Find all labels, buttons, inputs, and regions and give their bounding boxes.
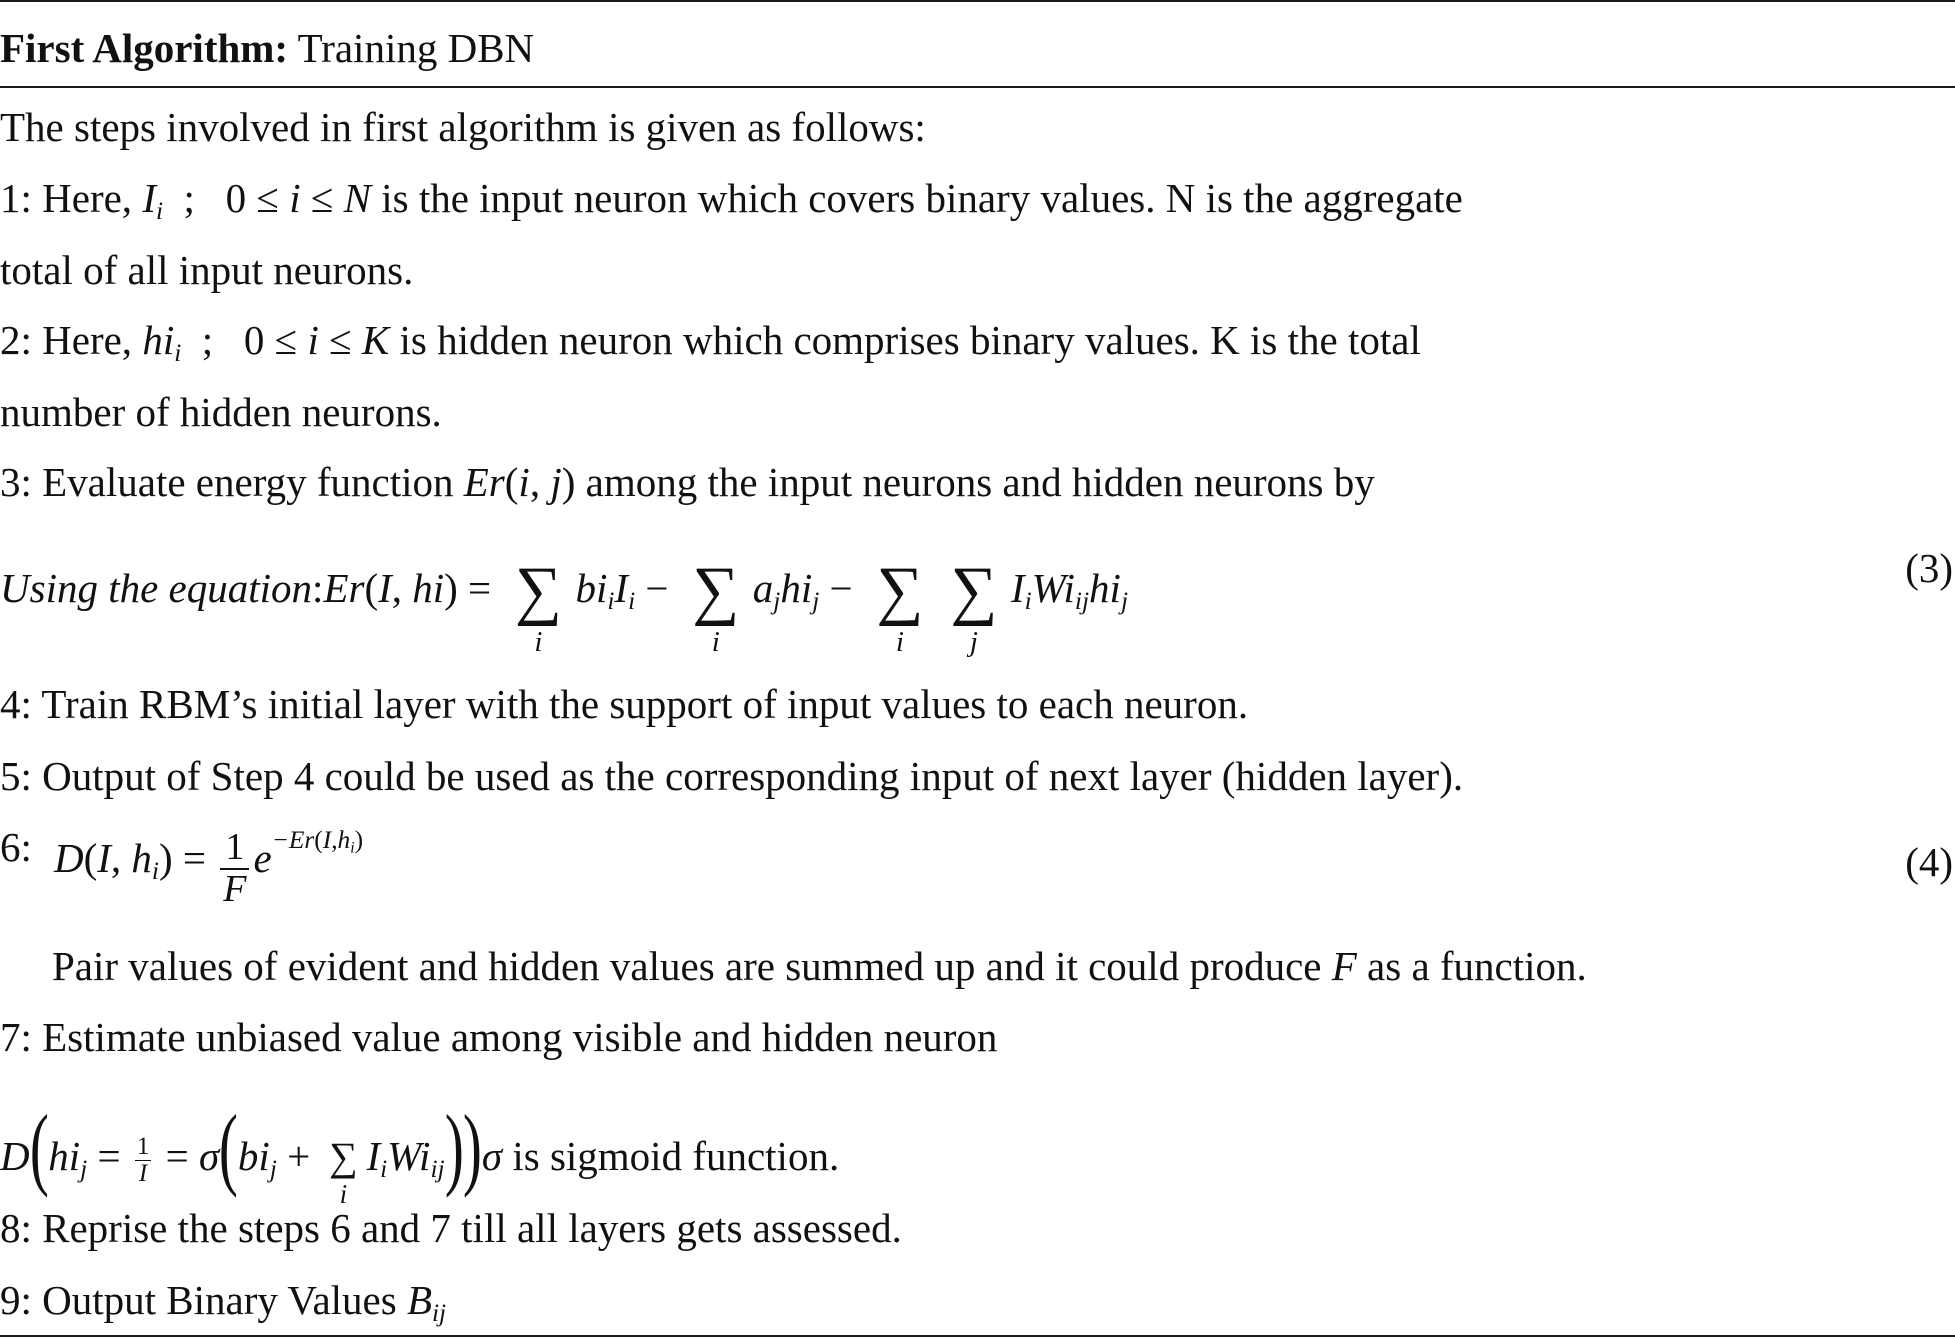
equation-3-number: (3) [1905, 545, 1953, 591]
intro-text: The steps involved in first algorithm is given as follows: [0, 104, 926, 150]
step-7: 7: Estimate unbiased value among visible and hidden neuron [0, 1014, 998, 1060]
sum-symbol: ∑ j [950, 554, 998, 658]
step-2 [0, 317, 1421, 368]
step-2-prefix: 2: Here, [0, 317, 143, 363]
step-6-note [52, 943, 1587, 989]
sum-symbol: ∑ i [692, 554, 740, 658]
step-8: 8: Reprise the steps 6 and 7 till all layers gets assessed. [0, 1205, 902, 1251]
step-1 [0, 175, 1463, 226]
step-3-text: among the input neurons and hidden neurons by [575, 459, 1375, 505]
step-2-formula: $hi_i$ ; 0 ≤ i ≤ K [142, 317, 390, 368]
step-3-prefix: 3: Evaluate energy function [0, 459, 464, 505]
equation-3-body: Er(I, hi) = ∑ i $bi_iI_i$ − ∑ i $a_jhi_j$ − ∑ i ∑ j $I_iWi_{ij}hi_j$ [323, 565, 1128, 611]
algorithm-title-bold: First Algorithm: [0, 25, 289, 71]
equation-3-lead: Using the equation [0, 565, 313, 611]
fraction: $\frac{1}{F}$ [220, 828, 249, 910]
step-6-prefix: 6: [0, 824, 32, 870]
step-7-formula: $D(hi_j$ = $\frac{1}{I}$ = $\sigma(bi_j$ + ∑ i $I_iWi_{ij}))\sigma$ [0, 1096, 503, 1209]
small-fraction: $\frac{1}{I}$ [136, 1132, 150, 1188]
sum-symbol: ∑ i [329, 1134, 358, 1209]
algorithm-title [0, 25, 535, 71]
equation-4-number: (4) [1905, 839, 1953, 885]
equation-4 [54, 822, 364, 910]
step-4: 4: Train RBM’s initial layer with the support of input values to each neuron. [0, 681, 1249, 727]
step-6-note-suffix: as a function. [1356, 943, 1587, 989]
step-9 [0, 1277, 447, 1328]
step-5: 5: Output of Step 4 could be used as the corresponding input of next layer (hidden layer). [0, 753, 1464, 799]
algorithm-title-rest: Training DBN [288, 25, 535, 71]
equation-3: Using the equation:Er(I, hi) = ∑ i $bi_iI_i$ − ∑ i $a_jhi_j$ − ∑ i ∑ j $I_iWi_{ij}hi_j$ [0, 548, 1128, 614]
step-7-equation [0, 1093, 840, 1209]
step-1-continuation: total of all input neurons. [0, 247, 414, 293]
step-1-formula: $I_i$ ; 0 ≤ i ≤ N [142, 175, 371, 226]
step-6-note-var: F [1331, 943, 1357, 989]
equation-4-body: D(I, $h_i$) = $\frac{1}{F}$ $e^{-Er(I,h_i)}$ [54, 826, 364, 910]
bottom-rule [0, 1335, 1955, 1337]
step-2-text: is hidden neuron which comprises binary values. K is the total [389, 317, 1421, 363]
step-9-prefix: 9: Output Binary Values [0, 1277, 407, 1323]
sum-symbol: ∑ i [514, 554, 562, 658]
step-1-text: is the input neuron which covers binary values. N is the aggregate [370, 175, 1463, 221]
step-6-note-prefix: Pair values of evident and hidden values are summed up and it could produce [52, 943, 1332, 989]
step-3-formula: Er(i, j) [463, 459, 576, 505]
step-3 [0, 459, 1375, 505]
step-9-formula: $B_{ij}$ [406, 1277, 447, 1328]
sum-symbol: ∑ i [876, 554, 924, 658]
top-rule [0, 0, 1955, 2]
step-7-equation-suffix: is sigmoid function. [502, 1133, 840, 1179]
step-1-prefix: 1: Here, [0, 175, 143, 221]
step-2-continuation: number of hidden neurons. [0, 389, 442, 435]
step-6 [0, 824, 32, 870]
header-rule [0, 86, 1955, 88]
